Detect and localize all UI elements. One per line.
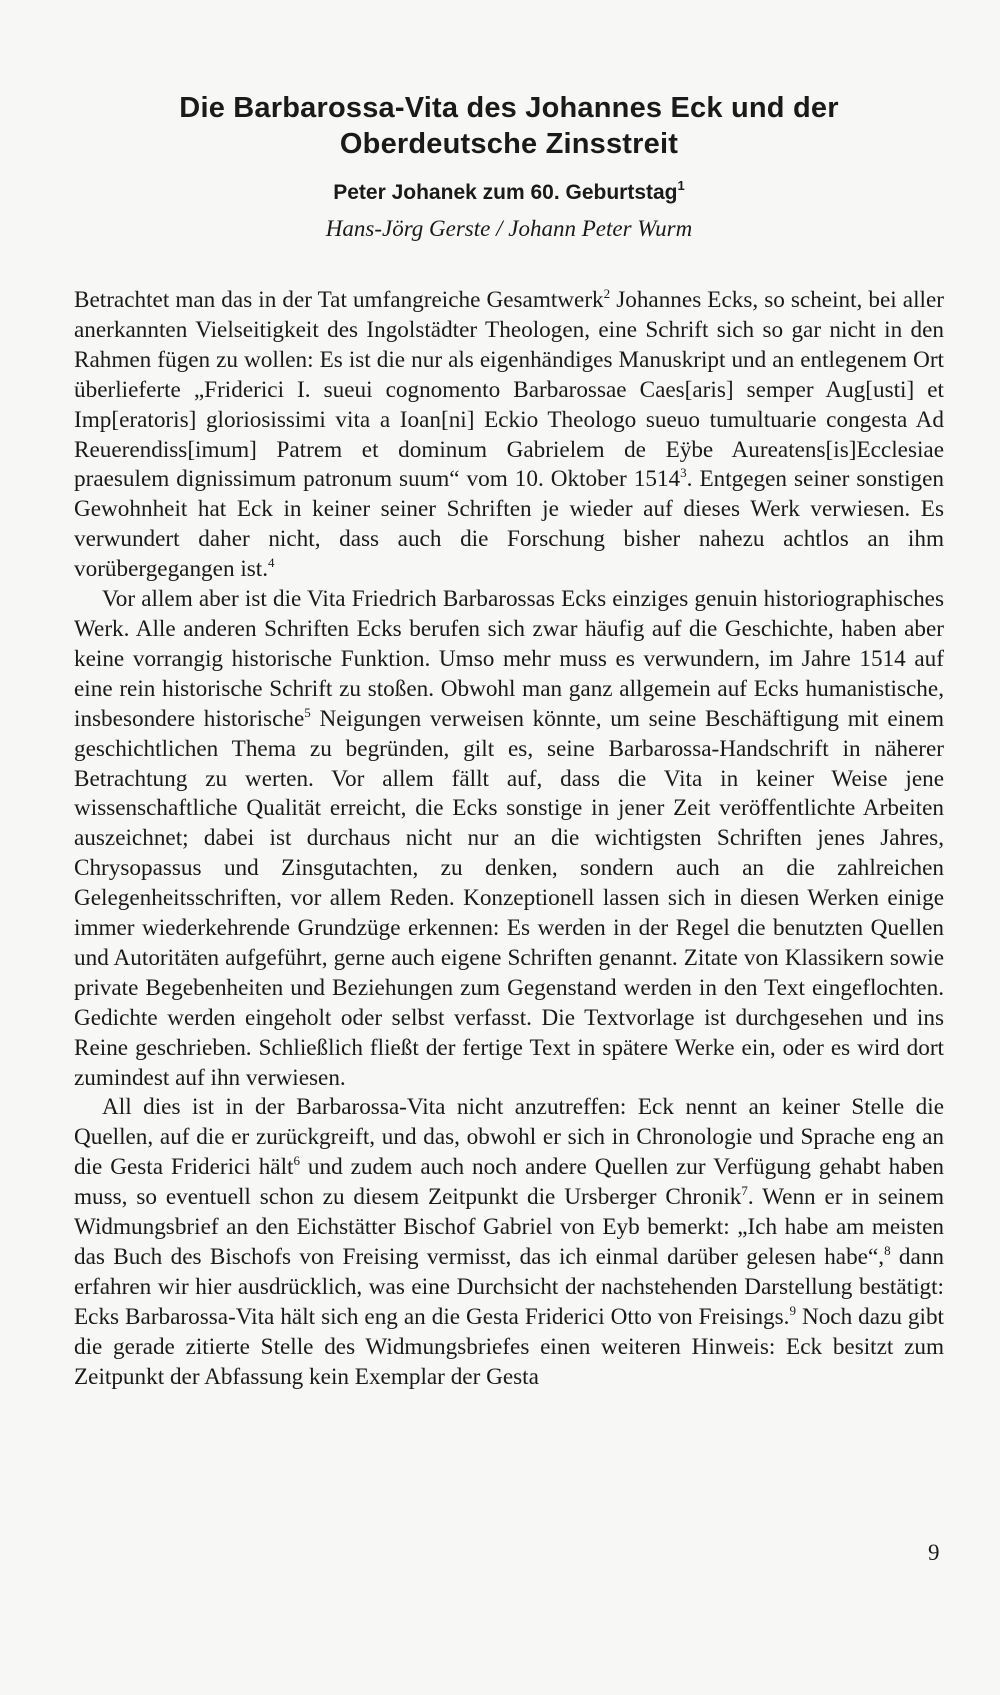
footnote-ref: 1 [677, 178, 685, 193]
footnote-ref: 2 [603, 286, 611, 301]
text-segment: Noch dazu gibt die gerade zitierte Stelle des Widmungsbriefes einen weiteren Hinweis: Eck besitzt zum Zeitpunkt der Abfassung kein Exemplar der Gesta [74, 1303, 944, 1390]
title-line-2: Oberdeutsche Zinsstreit [339, 128, 679, 160]
text-segment: All dies ist in der Barbarossa-Vita nicht anzutreffen: Eck nennt an keiner Stelle die Quellen, auf die er zurückgreift, und das, obwohl er sich in Chronologie und Sprache eng an die Gesta Friderici hält [74, 1094, 944, 1181]
footnote-ref: 7 [741, 1183, 748, 1199]
page-number: 9 [928, 1540, 940, 1565]
text-segment: Betrachtet man das in der Tat umfangreiche Gesamtwerk [74, 287, 604, 313]
article-title [74, 90, 944, 162]
text-segment: Neigungen verweisen könnte, um seine Beschäftigung mit einem geschichtlichen Thema zu begründen, gilt es, seine Barbarossa-Handschrift in näherer Betrachtung zu werten. Vor allem fällt auf, dass die Vita in keiner Weise jene wissenschaftliche Qualität erreicht, die Ecks sonstige in jener Zeit veröffentlichte Arbeiten auszeichnet; dabei ist durchaus nicht nur an die wichtigsten Schriften jenes Jahres, Chrysopassus und Zinsgutachten, zu denken, sondern auch an die zahlreichen Gelegenheitsschriften, vor allem Reden. Konzeptionell lassen sich in diesen Werken einige immer wiederkehrende Grundzüge erkennen: Es werden in der Regel die benutzten Quellen und Autoritäten aufgeführt, gerne auch eigene Schriften genannt. Zitate von Klassikern sowie private Begebenheiten und Beziehungen zum Gegenstand werden in den Text eingeflochten. Gedichte werden eingeholt oder selbst verfasst. Die Textvorlage ist durchgesehen und ins Reine geschrieben. Schließlich fließt der fertige Text in spätere Werke ein, oder es wird dort zumindest auf ihn verwiesen. [74, 705, 944, 1091]
footnote-ref: 4 [268, 555, 275, 571]
footnote-ref: 8 [884, 1243, 891, 1258]
text-segment: dann erfahren wir hier ausdrücklich, was eine Durchsicht der nachstehenden Darstellung bestätigt: Ecks Barbarossa-Vita hält sich eng an die Gesta Friderici Otto von Freisings. [74, 1244, 945, 1330]
text-segment: und zudem auch noch andere Quellen zur Verfügung gehabt haben muss, so eventuell schon zu diesem Zeitpunkt die Ursberger Chronik [74, 1154, 944, 1211]
document-page [74, 90, 944, 1393]
article-body [74, 286, 944, 1393]
footnote-ref: 6 [293, 1153, 300, 1169]
paragraph-2 [74, 585, 944, 1093]
paragraph-1 [74, 286, 944, 585]
text-segment: Vor allem aber ist die Vita Friedrich Barbarossas Ecks einziges genuin historiographisches Werk. Alle anderen Schriften Ecks berufen sich zwar häufig auf die Geschichte, haben aber keine vorrangig historische Funktion. Umso mehr muss es verwundern, im Jahre 1514 auf eine rein historische Schrift zu stoßen. Obwohl man ganz allgemein auf Ecks humanistische, insbesondere historische [74, 586, 944, 732]
text-segment: Johannes Ecks, so scheint, bei aller anerkannten Vielseitigkeit des Ingolstädter Theologen, eine Schrift sich so gar nicht in den Rahmen fügen zu wollen: Es ist die nur als eigenhändiges Manuskript und an entlegenem Ort überlieferte „Friderici I. sueui cognomento Barbarossae Caes[aris] semper Aug[usti] et Imp[eratoris] gloriosissimi vita a Ioan[ni] Eckio Theologo sueuo tumultuarie congesta Ad Reuerendiss[imum] Patrem et dominum Gabrielem de Eÿbe Aureatens[is]Ecclesiae praesulem dignissimum patronum suum“ vom 10. Oktober 1514 [74, 287, 944, 493]
footnote-ref: 9 [789, 1302, 796, 1318]
footnote-ref: 3 [680, 465, 687, 481]
text-segment: . Entgegen seiner sonstigen Gewohnheit hat Eck in keiner seiner Schriften je wieder auf dieses Werk verwiesen. Es verwundert daher nicht, dass auch die Forschung bisher nahezu achtlos an ihm vorübergegangen ist. [74, 466, 945, 583]
dedication [74, 180, 944, 206]
text-segment: . Wenn er in seinem Widmungsbrief an den Eichstätter Bischof Gabriel von Eyb bemerkt: „Ich habe am meisten das Buch des Bischofs von Freising vermisst, das ich einmal darüber gelesen habe“, [74, 1184, 944, 1270]
dedication-text: Peter Johanek zum 60. Geburtstag [333, 181, 678, 204]
title-line-1: Die Barbarossa-Vita des Johannes Eck und der [179, 92, 839, 124]
paragraph-3 [74, 1093, 944, 1392]
footnote-ref: 5 [304, 704, 311, 720]
authors: Hans-Jörg Gerste / Johann Peter Wurm [325, 216, 693, 241]
